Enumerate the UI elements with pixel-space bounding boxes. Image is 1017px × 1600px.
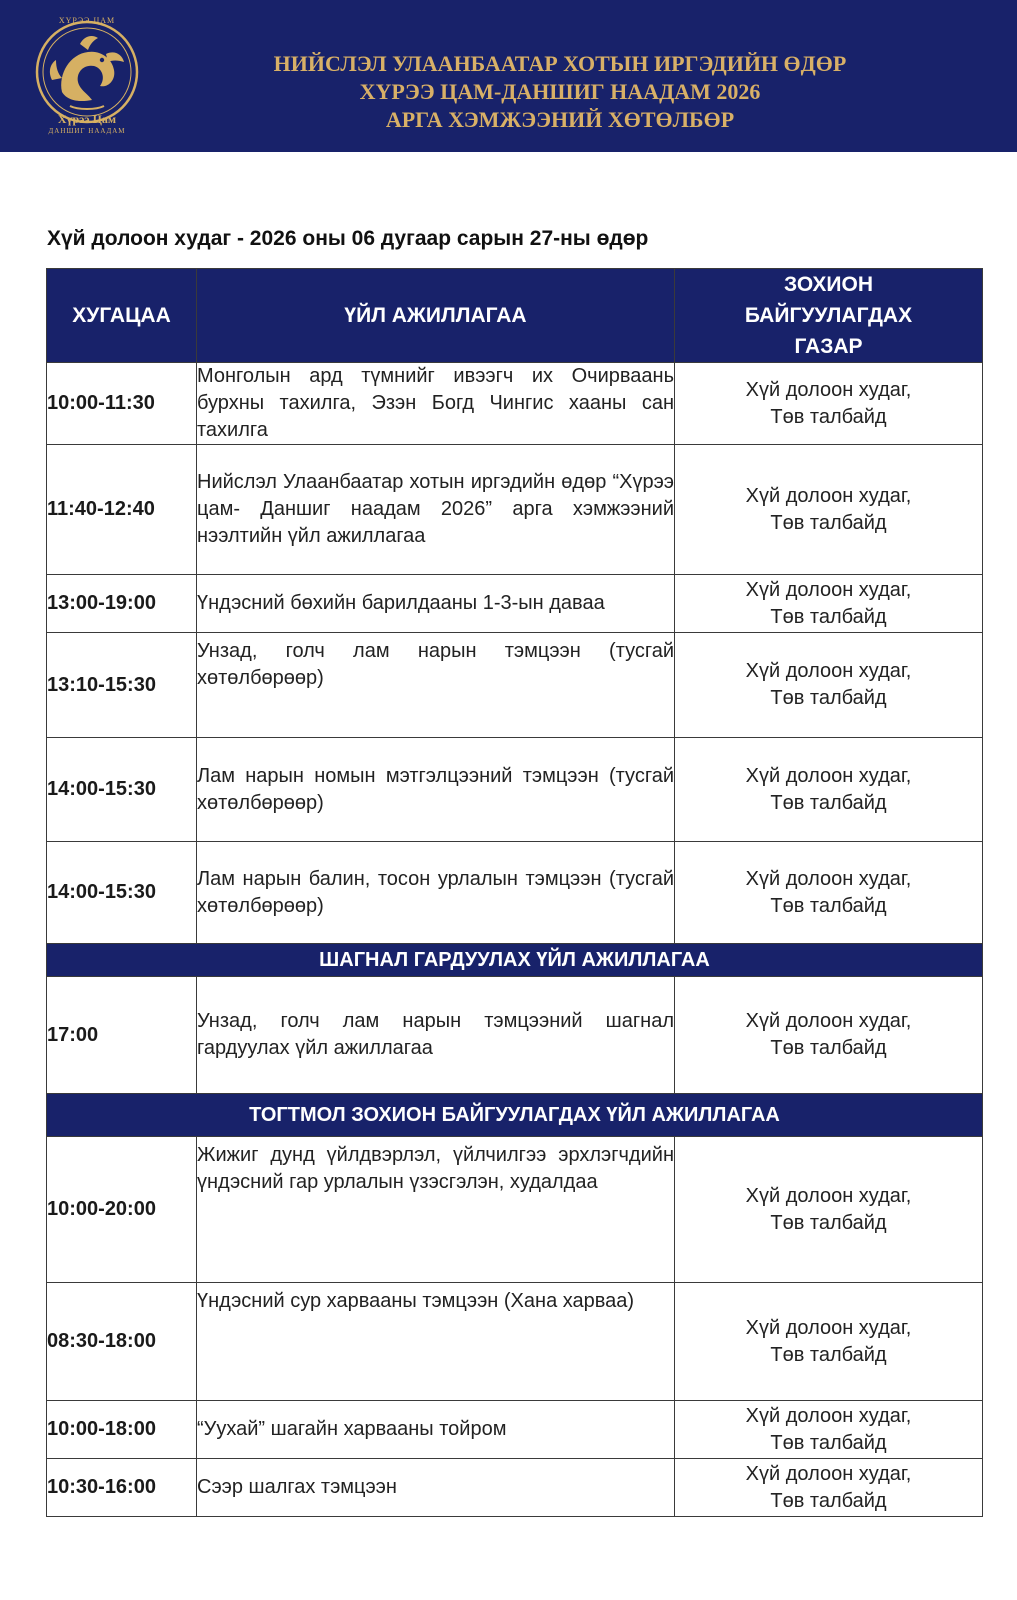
activity-cell: Сээр шалгах тэмцээн (197, 1459, 675, 1517)
location-cell (675, 1137, 983, 1283)
location-line: Төв талбайд (770, 405, 887, 428)
location-line: Хүй долоон худаг, (745, 660, 912, 682)
location-cell (675, 633, 983, 738)
section-title-permanent: ТОГТМОЛ ЗОХИОН БАЙГУУЛАГДАХ ҮЙЛ АЖИЛЛАГАА (47, 1094, 983, 1137)
schedule-table (46, 268, 983, 1517)
location-line: Хүй долоон худаг, (745, 764, 912, 787)
activity-cell: Унзад, голч лам нарын тэмцээний шагнал гардуулах үйл ажиллагаа (197, 977, 675, 1094)
time-cell: 13:10-15:30 (47, 633, 197, 738)
column-header-location (675, 269, 983, 363)
time-cell: 10:00-11:30 (47, 363, 197, 445)
location-line: Төв талбайд (770, 1211, 887, 1234)
location-cell (675, 1401, 983, 1459)
table-row (47, 1459, 983, 1517)
activity-cell: Лам нарын балин, тосон урлалын тэмцээн (тусгай хөтөлбөрөөр) (197, 842, 675, 944)
time-cell: 17:00 (47, 977, 197, 1094)
table-row (47, 1401, 983, 1459)
time-cell: 14:00-15:30 (47, 842, 197, 944)
section-header-row (47, 1094, 983, 1137)
activity-cell: Унзад, голч лам нарын тэмцээн (тусгай хөтөлбөрөөр) (197, 633, 675, 738)
activity-cell: Жижиг дунд үйлдвэрлэл, үйлчилгээ эрхлэгчдийн үндэсний гар урлалын үзэсгэлэн, худалдаа (197, 1137, 675, 1283)
table-row (47, 842, 983, 944)
schedule-subtitle: Хүй долоон худаг - 2026 оны 06 дугаар сарын 27-ны өдөр (47, 227, 649, 250)
time-cell: 13:00-19:00 (47, 575, 197, 633)
location-cell (675, 1283, 983, 1401)
location-line: Хүй долоон худаг, (745, 1462, 912, 1485)
column-header-location-line: ГАЗАР (794, 335, 863, 358)
logo-sub-text: ДАНШИГ НААДАМ (48, 127, 126, 135)
location-cell (675, 1459, 983, 1517)
time-cell: 14:00-15:30 (47, 738, 197, 842)
location-line: Төв талбайд (770, 605, 887, 628)
event-logo (22, 14, 152, 138)
location-line: Төв талбайд (770, 1343, 887, 1366)
activity-cell: Үндэсний бөхийн барилдааны 1-3-ын даваа (197, 575, 675, 633)
location-line: Хүй долоон худаг, (745, 578, 912, 601)
column-header-activity: ҮЙЛ АЖИЛЛАГАА (197, 269, 675, 363)
table-row (47, 575, 983, 633)
location-cell (675, 575, 983, 633)
banner-title-line: НИЙСЛЭЛ УЛААНБААТАР ХОТЫН ИРГЭДИЙН ӨДӨР (273, 51, 847, 76)
activity-cell: Монголын ард түмнийг ивээгч их Очирваань бурхны тахилга, Эзэн Богд Чингис хааны сан тахилга (197, 363, 675, 445)
header-banner (0, 0, 1017, 152)
time-cell: 11:40-12:40 (47, 445, 197, 575)
logo-main-text: Хүрээ Цам (57, 112, 117, 126)
location-line: Төв талбайд (770, 687, 887, 709)
location-cell (675, 363, 983, 445)
location-line: Төв талбайд (770, 1489, 887, 1512)
location-line: Хүй долоон худаг, (745, 867, 912, 890)
column-header-location-line: БАЙГУУЛАГДАХ (744, 304, 913, 327)
location-line: Төв талбайд (770, 511, 887, 534)
section-title-award: ШАГНАЛ ГАРДУУЛАХ ҮЙЛ АЖИЛЛАГАА (47, 944, 983, 977)
table-row (47, 633, 983, 738)
location-line: Хүй долоон худаг, (745, 1184, 912, 1207)
activity-cell: “Уухай” шагайн харвааны тойром (197, 1401, 675, 1459)
location-line: Хүй долоон худаг, (745, 1404, 912, 1427)
location-cell (675, 445, 983, 575)
location-line: Хүй долоон худаг, (745, 1010, 912, 1032)
location-cell (675, 738, 983, 842)
activity-cell: Үндэсний сур харвааны тэмцээн (Хана харваа) (197, 1283, 675, 1401)
location-line: Хүй долоон худаг, (745, 484, 912, 507)
location-cell (675, 842, 983, 944)
time-cell: 10:30-16:00 (47, 1459, 197, 1517)
banner-title-line: АРГА ХЭМЖЭЭНИЙ ХӨТӨЛБӨР (385, 107, 735, 132)
location-cell (675, 977, 983, 1094)
logo-top-text: ХҮРЭЭ ЦАМ (58, 16, 116, 25)
column-header-time: ХУГАЦАА (47, 269, 197, 363)
table-row (47, 1283, 983, 1401)
location-line: Хүй долоон худаг, (745, 1316, 912, 1339)
table-row (47, 977, 983, 1094)
table-row (47, 1137, 983, 1283)
column-header-location-line: ЗОХИОН (783, 273, 873, 296)
section-header-row (47, 944, 983, 977)
activity-cell: Лам нарын номын мэтгэлцээний тэмцээн (тусгай хөтөлбөрөөр) (197, 738, 675, 842)
table-row (47, 738, 983, 842)
location-line: Төв талбайд (770, 1037, 887, 1059)
location-line: Төв талбайд (770, 791, 887, 814)
time-cell: 08:30-18:00 (47, 1283, 197, 1401)
banner-title-line: ХҮРЭЭ ЦАМ-ДАНШИГ НААДАМ 2026 (359, 79, 761, 104)
time-cell: 10:00-18:00 (47, 1401, 197, 1459)
location-line: Төв талбайд (770, 1431, 887, 1454)
table-row (47, 363, 983, 445)
location-line: Хүй долоон худаг, (745, 378, 912, 401)
table-header-row (47, 269, 983, 363)
time-cell: 10:00-20:00 (47, 1137, 197, 1283)
activity-cell: Нийслэл Улаанбаатар хотын иргэдийн өдөр “Хүрээ цам- Даншиг наадам 2026” арга хэмжээний нээлтийн үйл ажиллагаа (197, 445, 675, 575)
banner-title (180, 50, 940, 134)
location-line: Төв талбайд (770, 894, 887, 917)
table-row (47, 445, 983, 575)
